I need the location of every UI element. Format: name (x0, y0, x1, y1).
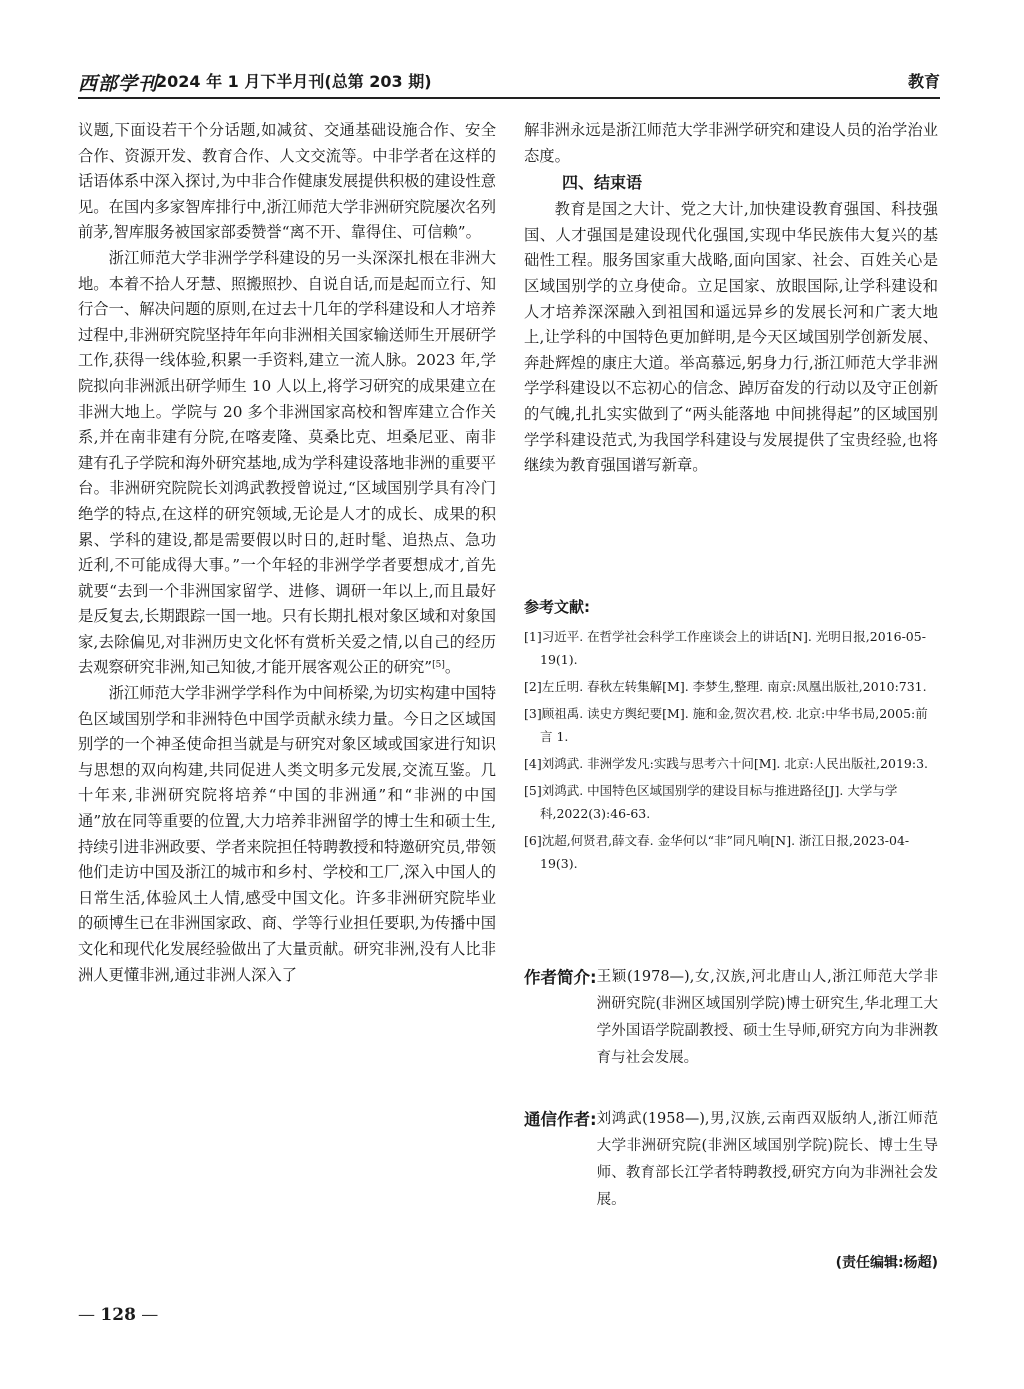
paragraph-text: 浙江师范大学非洲学学科建设的另一头深深扎根在非洲大地。本着不拾人牙慧、照搬照抄、自说自话,而是起而立行、知行合一、解决问题的原则,在过去十几年的学科建设和人才培养过程中,非洲研究院坚持年年向非洲相关国家输送师生开展研学工作,获得一线体验,积累一手资料,建立一流人脉。2023 年,学院拟向非洲派出研学师生 10 人以上,将学习研究的成果建立在非洲大地上。学院与 20 多个非洲国家高校和智库建立合作关系,并在南非建有分院,在喀麦隆、莫桑比克、坦桑尼亚、南非建有孔子学院和海外研究基地,成为学科建设落地非洲的重要平台。非洲研究院院长刘鸿武教授曾说过,“区域国别学具有冷门绝学的特点,在这样的研究领域,无论是人才的成长、成果的积累、学科的建设,都是需要假以时日的,赶时髦、追热点、急功近利,不可能成得大事。”一个年轻的非洲学学者要想成才,首先就要“去到一个非洲国家留学、进修、调研一年以上,而且最好是反复去,长期跟踪一国一地。只有长期扎根对象区域和对象国家,去除偏见,对非洲历史文化怀有赏析关爱之情,以自己的经历去观察研究非洲,知己知彼,才能开展客观公正的研究” (78, 248, 496, 677)
page-number (78, 1305, 158, 1325)
paragraph: 浙江师范大学非洲学学科作为中间桥梁,为切实构建中国特色区域国别学和非洲特色中国学贡献永续力量。今日之区域国别学的一个神圣使命担当就是与研究对象区域或国家进行知识与思想的双向构建,共同促进人类文明多元发展,交流互鉴。几十年来,非洲研究院将培养“中国的非洲通”和“非洲的中国通”放在同等重要的位置,大力培养非洲留学的博士生和硕士生,持续引进非洲政要、学者来院担任特聘教授和特邀研究员,带领他们走访中国及浙江的城市和乡村、学校和工厂,深入中国人的日常生活,体验风土人情,感受中国文化。许多非洲研究院毕业的硕博生已在非洲国家政、商、学等行业担任要职,为传播中国文化和现代化发展经验做出了大量贡献。研究非洲,没有人比非洲人更懂非洲,通过非洲人深入了 (78, 684, 496, 984)
author-bio (524, 964, 938, 1072)
reference-item: [4]刘鸿武. 非洲学发凡:实践与思考六十问[M]. 北京:人民出版社,2019:3. (524, 756, 928, 771)
citation-tail: 。 (444, 658, 461, 677)
reference-item: [3]顾祖禹. 读史方舆纪要[M]. 施和金,贺次君,校. 北京:中华书局,2005:前言 1. (524, 706, 928, 744)
reference-item: [5]刘鸿武. 中国特色区域国别学的建设目标与推进路径[J]. 大学与学科,2022(3):46-63. (524, 783, 898, 821)
left-column (78, 118, 496, 988)
citation-mark: [5] (432, 660, 445, 671)
right-column (524, 118, 938, 479)
page-number-value: 128 (100, 1305, 136, 1325)
editor-credit: (责任编辑:杨超) (835, 1255, 938, 1271)
paragraph: 教育是国之大计、党之大计,加快建设教育强国、科技强国、人才强国是建设现代化强国,实现中华民族伟大复兴的基础性工程。服务国家重大战略,面向国家、社会、百姓关心是区域国别学的立身使命。立足国家、放眼国际,让学科建设和人才培养深深融入到祖国和遥远异乡的发展长河和广袤大地上,让学科的中国特色更加鲜明,是今天区域国别学创新发展、奔赴辉煌的康庄大道。举高慕远,躬身力行,浙江师范大学非洲学学科建设以不忘初心的信念、踔厉奋发的行动以及守正创新的气魄,扎扎实实做到了“两头能落地 中间挑得起”的区域国别学学科建设范式,为我国学科建设与发展提供了宝贵经验,也将继续为教育强国谱写新章。 (524, 200, 938, 475)
references (524, 596, 938, 879)
reference-item: [6]沈超,何贤君,薛文春. 金华何以“非”同凡响[N]. 浙江日报,2023-04-19(3). (524, 833, 910, 871)
paragraph: 解非洲永远是浙江师范大学非洲学研究和建设人员的治学治业态度。 (524, 121, 938, 165)
reference-item: [1]习近平. 在哲学社会科学工作座谈会上的讲话[N]. 光明日报,2016-05-19(1). (524, 629, 926, 667)
section-name: 教育 (907, 72, 940, 91)
reference-list (524, 625, 938, 875)
journal-logo: 西部学刊 (78, 73, 159, 95)
paragraph: 议题,下面设若干个分话题,如减贫、交通基础设施合作、安全合作、资源开发、教育合作、人文交流等。中非学者在这样的话语体系中深入探讨,为中非合作健康发展提供积极的建设性意见。在国内多家智库排行中,浙江师范大学非洲研究院屡次名列前茅,智库服务被国家部委赞誉“离不开、靠得住、可信赖”。 (78, 121, 496, 242)
reference-item: [2]左丘明. 春秋左转集解[M]. 李梦生,整理. 南京:凤凰出版社,2010:731. (524, 679, 927, 694)
references-title: 参考文献: (524, 598, 590, 616)
header-rule (78, 97, 940, 99)
page-header (78, 60, 940, 100)
page-dash-right: — (135, 1305, 159, 1325)
section-heading: 四、结束语 (562, 173, 643, 193)
corresponding-author-label: 通信作者: (524, 1110, 597, 1129)
issue-info: 2024 年 1 月下半月刊(总第 203 期) (156, 72, 432, 91)
author-bio-label: 作者简介: (524, 968, 597, 987)
corresponding-author-text: 刘鸿武(1958—),男,汉族,云南西双版纳人,浙江师范大学非洲研究院(非洲区域国别学院)院长、博士生导师、教育部长江学者特聘教授,研究方向为非洲社会发展。 (596, 1111, 938, 1208)
author-bio-text: 王颖(1978—),女,汉族,河北唐山人,浙江师范大学非洲研究院(非洲区域国别学院)博士研究生,华北理工大学外国语学院副教授、硕士生导师,研究方向为非洲教育与社会发展。 (596, 969, 938, 1066)
paragraph (78, 246, 496, 681)
corresponding-author (524, 1106, 938, 1214)
page-dash-left: — (78, 1305, 101, 1325)
